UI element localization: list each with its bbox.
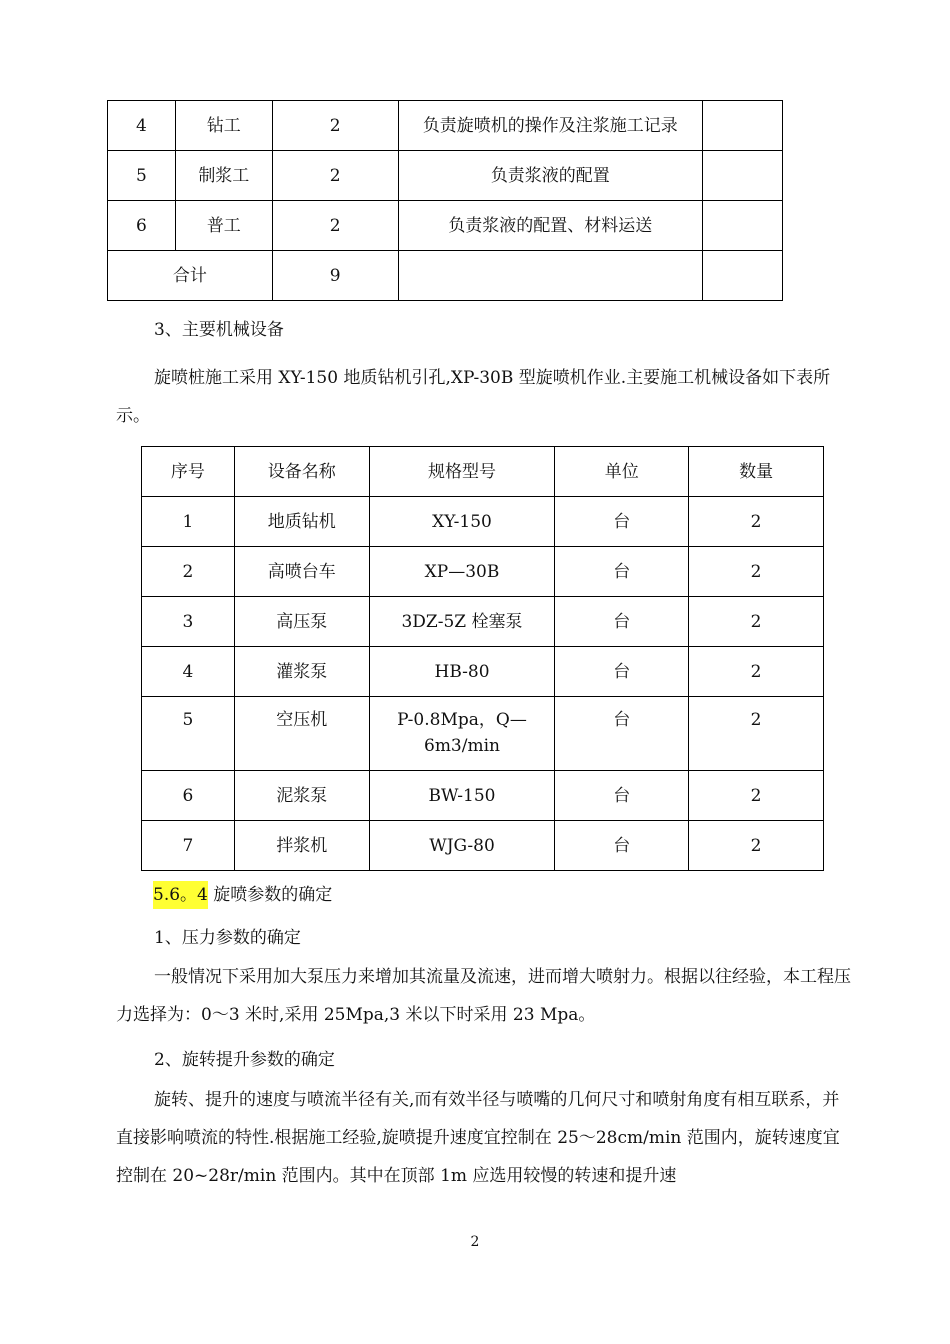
equip-qty: 2 (689, 647, 824, 697)
staff-duty: 负责旋喷机的操作及注浆施工记录 (398, 101, 703, 151)
equip-qty: 2 (689, 497, 824, 547)
equip-qty: 2 (689, 547, 824, 597)
section-title: 旋喷参数的确定 (213, 885, 333, 905)
total-label: 合计 (108, 251, 273, 301)
section-number-highlight: 5.6。4 (153, 881, 208, 909)
table-header-row (142, 447, 824, 497)
equip-name: 泥浆泵 (234, 771, 369, 821)
column-header: 序号 (142, 447, 235, 497)
equip-name: 高喷台车 (234, 547, 369, 597)
equip-model-line: 6m3/min (424, 736, 500, 756)
column-header: 数量 (689, 447, 824, 497)
table-row (142, 821, 824, 871)
staff-note (703, 201, 783, 251)
staff-role: 钻工 (175, 101, 272, 151)
staff-note (703, 151, 783, 201)
staff-duty: 负责浆液的配置 (398, 151, 703, 201)
equip-qty: 2 (689, 697, 824, 771)
staff-note (703, 101, 783, 151)
table-row (142, 771, 824, 821)
equip-model: WJG-80 (369, 821, 555, 871)
equip-no: 6 (142, 771, 235, 821)
equip-unit: 台 (555, 697, 689, 771)
equip-model-line: P-0.8Mpa，Q— (397, 710, 527, 730)
table-row (142, 647, 824, 697)
section-564-heading (153, 883, 332, 907)
table-total-row (108, 251, 783, 301)
equip-qty: 2 (689, 771, 824, 821)
staff-role: 制浆工 (175, 151, 272, 201)
equip-unit: 台 (555, 597, 689, 647)
table-row (108, 101, 783, 151)
equip-no: 1 (142, 497, 235, 547)
staff-count: 2 (272, 201, 398, 251)
total-note (703, 251, 783, 301)
rotation-paragraph: 旋转、提升的速度与喷流半径有关,而有效半径与喷嘴的几何尺寸和喷射角度有相互联系，并直接影响喷流的特性.根据施工经验,旋喷提升速度宜控制在 25～28cm/min 范围内，旋转速度宜控制在 20~28r/min 范围内。其中在顶部 1m 应选用较慢的转速和提升速 (116, 1090, 840, 1186)
staff-no: 4 (108, 101, 176, 151)
equip-no: 4 (142, 647, 235, 697)
table-row (142, 497, 824, 547)
table-row (142, 547, 824, 597)
equip-name: 空压机 (234, 697, 369, 771)
section-heading: 3、主要机械设备 (154, 320, 284, 340)
equip-name: 高压泵 (234, 597, 369, 647)
equip-no: 2 (142, 547, 235, 597)
equip-unit: 台 (555, 547, 689, 597)
equip-unit: 台 (555, 821, 689, 871)
equip-model: HB-80 (369, 647, 555, 697)
staff-count: 2 (272, 101, 398, 151)
table-row (108, 201, 783, 251)
equip-no: 7 (142, 821, 235, 871)
pressure-heading: 1、压力参数的确定 (154, 928, 301, 948)
equip-qty: 2 (689, 597, 824, 647)
equip-name: 地质钻机 (234, 497, 369, 547)
equip-model: BW-150 (369, 771, 555, 821)
equip-name: 拌浆机 (234, 821, 369, 871)
rotation-heading: 2、旋转提升参数的确定 (154, 1050, 335, 1070)
table-row (108, 151, 783, 201)
column-header: 设备名称 (234, 447, 369, 497)
equip-no: 3 (142, 597, 235, 647)
equip-no: 5 (142, 697, 235, 771)
table-row (142, 697, 824, 771)
equip-unit: 台 (555, 771, 689, 821)
equip-model: XP—30B (369, 547, 555, 597)
equip-qty: 2 (689, 821, 824, 871)
equip-name: 灌浆泵 (234, 647, 369, 697)
column-header: 单位 (555, 447, 689, 497)
equipment-table (141, 446, 824, 871)
staff-no: 6 (108, 201, 176, 251)
staff-table (107, 100, 783, 301)
equip-unit: 台 (555, 497, 689, 547)
staff-duty: 负责浆液的配置、材料运送 (398, 201, 703, 251)
equip-model (369, 697, 555, 771)
table-row (142, 597, 824, 647)
equip-unit: 台 (555, 647, 689, 697)
page-number: 2 (470, 1234, 480, 1250)
section-intro: 旋喷桩施工采用 XY-150 地质钻机引孔,XP-30B 型旋喷机作业.主要施工机械设备如下表所示。 (116, 368, 831, 426)
staff-role: 普工 (175, 201, 272, 251)
pressure-paragraph: 一般情况下采用加大泵压力来增加其流量及流速，进而增大喷射力。根据以往经验，本工程压力选择为：0～3 米时,采用 25Mpa,3 米以下时采用 23 Mpa。 (116, 967, 851, 1025)
equip-model: XY-150 (369, 497, 555, 547)
total-count: 9 (272, 251, 398, 301)
staff-count: 2 (272, 151, 398, 201)
column-header: 规格型号 (369, 447, 555, 497)
staff-no: 5 (108, 151, 176, 201)
equip-model: 3DZ-5Z 栓塞泵 (369, 597, 555, 647)
total-duty (398, 251, 703, 301)
